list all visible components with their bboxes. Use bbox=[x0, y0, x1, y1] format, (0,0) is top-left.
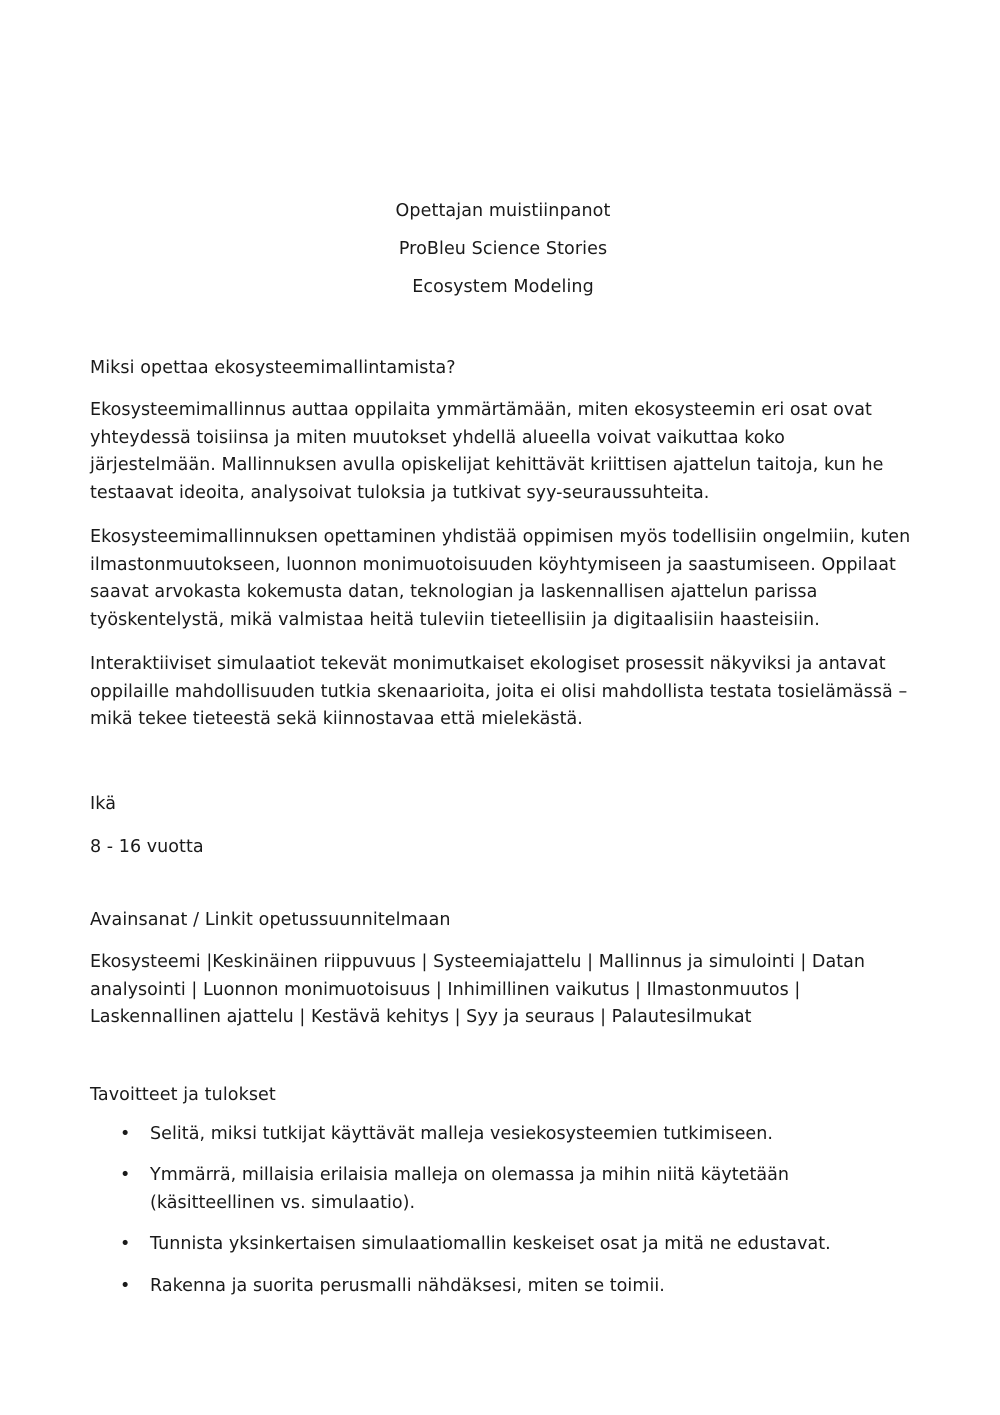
age-range-value: 8 - 16 vuotta bbox=[90, 836, 204, 857]
document-title-block bbox=[90, 0, 916, 306]
keywords-text: Ekosysteemi |Keskinäinen riippuvuus | Systeemiajattelu | Mallinnus ja simulointi | Datan analysointi | Luonnon monimuotoisuus | Inhimillinen vaikutus | Ilmastonmuutos | Laskennallinen ajattelu | Kestävä kehitys | Syy ja seuraus | Palautesilmukat bbox=[90, 952, 866, 1027]
bullet-marker-icon: • bbox=[120, 1165, 131, 1185]
list-item bbox=[90, 1121, 916, 1149]
why-teach-paragraph-3: Interaktiiviset simulaatiot tekevät monimutkaiset ekologiset prosessit näkyviksi ja antavat oppilaille mahdollisuuden tutkia skenaarioita, joita ei olisi mahdollista testata tosielämässä – mikä tekee tieteestä sekä kiinnostavaa että mielekästä. bbox=[90, 654, 908, 729]
section-heading-objectives: Tavoitteet ja tulokset bbox=[90, 1084, 276, 1105]
list-item-label: Tunnista yksinkertaisen simulaatiomallin keskeiset osat ja mitä ne edustavat. bbox=[150, 1234, 831, 1254]
document-content bbox=[90, 0, 916, 1300]
list-item-label: Selitä, miksi tutkijat käyttävät malleja vesiekosysteemien tutkimiseen. bbox=[150, 1123, 773, 1144]
section-heading-age: Ikä bbox=[90, 793, 117, 814]
list-item-label: Rakenna ja suorita perusmalli nähdäksesi, miten se toimii. bbox=[150, 1275, 665, 1296]
bullet-marker-icon: • bbox=[120, 1234, 131, 1254]
list-item bbox=[90, 1231, 916, 1259]
bullet-marker-icon: • bbox=[120, 1275, 131, 1296]
document-title-line-1: Opettajan muistiinpanot bbox=[395, 201, 611, 221]
list-item bbox=[90, 1273, 916, 1301]
objectives-list bbox=[90, 1121, 916, 1301]
why-teach-paragraph-1: Ekosysteemimallinnus auttaa oppilaita ymmärtämään, miten ekosysteemin eri osat ovat yhteydessä toisiinsa ja miten muutokset yhdellä alueella voivat vaikuttaa koko järjestelmään. Mallinnuksen avulla opiskelijat kehittävät kriittisen ajattelun taitoja, kun he testaavat ideoita, analysoivat tuloksia ja tutkivat syy-seuraussuhteita. bbox=[90, 400, 884, 503]
document-title-line-3: Ecosystem Modeling bbox=[412, 277, 594, 297]
bullet-marker-icon: • bbox=[120, 1123, 131, 1144]
list-item-label: Ymmärrä, millaisia erilaisia malleja on olemassa ja mihin niitä käytetään (käsitteellinen vs. simulaatio). bbox=[150, 1165, 790, 1213]
list-item bbox=[90, 1162, 916, 1217]
section-heading-why-teach: Miksi opettaa ekosysteemimallintamista? bbox=[90, 358, 456, 378]
why-teach-paragraph-2: Ekosysteemimallinnuksen opettaminen yhdistää oppimisen myös todellisiin ongelmiin, kuten ilmastonmuutokseen, luonnon monimuotoisuuden köyhtymiseen ja saastumiseen. Oppilaat saavat arvokasta kokemusta datan, teknologian ja laskennallisen ajattelun parissa työskentelystä, mikä valmistaa heitä tuleviin tieteellisiin ja digitaalisiin haasteisiin. bbox=[90, 527, 911, 630]
section-heading-keywords: Avainsanat / Linkit opetussuunnitelmaan bbox=[90, 910, 451, 930]
document-title-line-2: ProBleu Science Stories bbox=[398, 239, 608, 259]
